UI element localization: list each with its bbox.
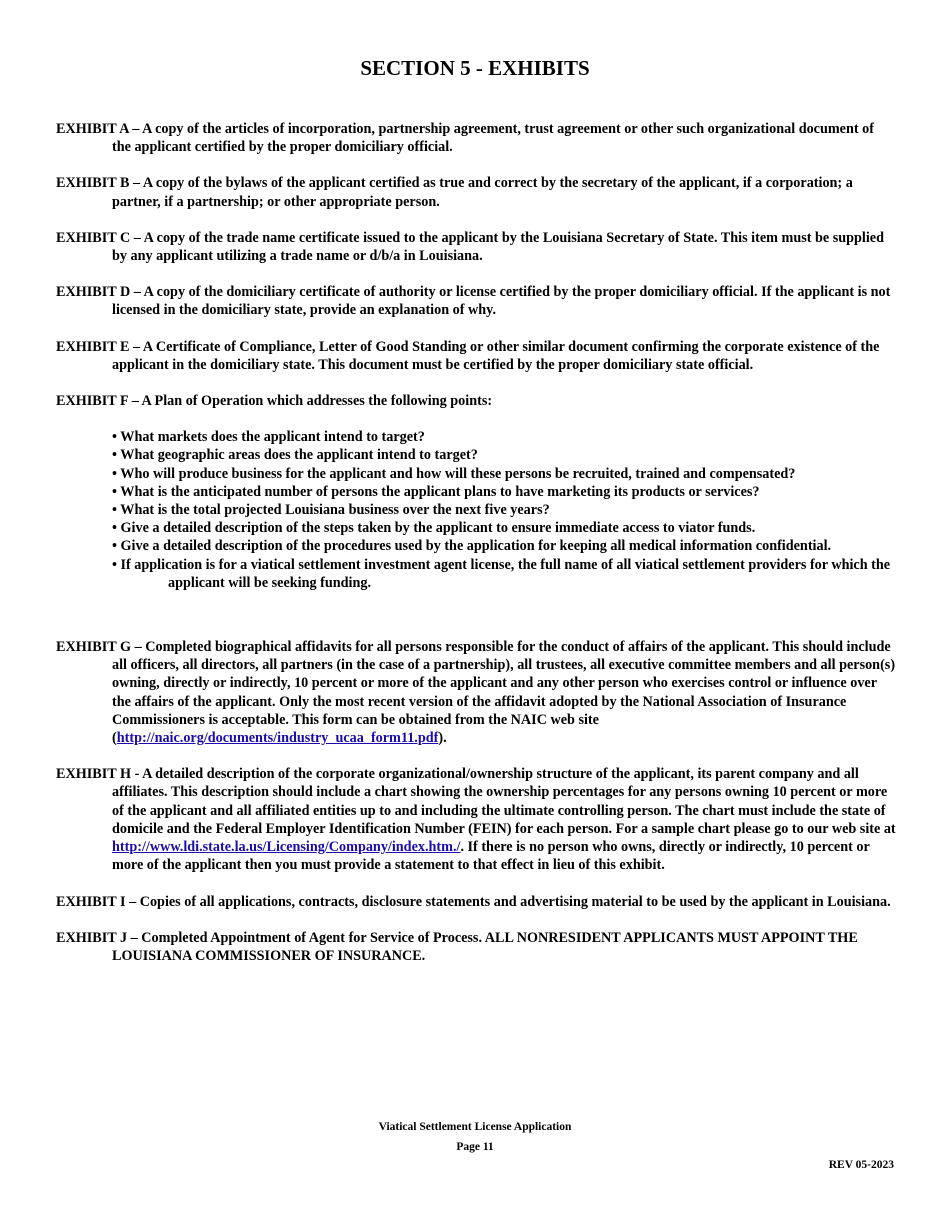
exhibit-j: EXHIBIT J – Completed Appointment of Agent for Service of Process. ALL NONRESIDENT APPLICANTS MUST APPOINT THE LOUISIANA COMMISSIONER OF INSURANCE. xyxy=(56,929,858,964)
exhibit-f-bullet: • What is the total projected Louisiana business over the next five years? xyxy=(112,502,550,519)
footer-form-name: Viatical Settlement License Application xyxy=(378,1121,572,1133)
exhibit-a: EXHIBIT A – A copy of the articles of incorporation, partnership agreement, trust agreement or other such organizational document of the applicant certified by the proper domiciliary official. xyxy=(56,121,874,156)
exhibit-f-bullet: • What markets does the applicant intend to target? xyxy=(112,429,425,446)
naic-form-link[interactable]: http://naic.org/documents/industry_ucaa_form11.pdf xyxy=(116,730,439,747)
exhibit-f-bullet-list xyxy=(56,428,896,592)
exhibit-f-intro: EXHIBIT F – A Plan of Operation which addresses the following points: xyxy=(56,393,493,410)
exhibit-g-text: EXHIBIT G – Completed biographical affidavits for all persons responsible for the conduct of affairs of the applicant. This should include all officers, all directors, all partners (in the case of a partnership), all trustees, all executive committee members and all person(s) owning, directly or indirectly, 10 percent or more of the applicant and any other person who exercises control or influence over the affairs of the applicant. Only the most recent version of the affidavit adopted by the National Association of Insurance Commissioners is acceptable. This form can be obtained from the NAIC web site ( xyxy=(56,639,896,747)
exhibit-d: EXHIBIT D – A copy of the domiciliary certificate of authority or license certified by the proper domiciliary official. If the applicant is not licensed in the domiciliary state, provide an explanation of why. xyxy=(56,284,891,319)
exhibit-f-bullet: • If application is for a viatical settlement investment agent license, the full name of all viatical settlement providers for which the applicant will be seeking funding. xyxy=(112,556,891,591)
exhibit-f-bullet: • Give a detailed description of the steps taken by the applicant to ensure immediate access to viator funds. xyxy=(112,520,756,537)
exhibit-h-end: . If there is no person who owns, directly or indirectly, 10 percent or more of the applicant then you must provide a statement to that effect in lieu of this exhibit. xyxy=(112,839,870,874)
exhibit-h-text: EXHIBIT H - A detailed description of the corporate organizational/ownership structure of the applicant, its parent company and all affiliates. This description should include a chart showing the ownership percentages for any persons owning 10 percent or more of the applicant and all affiliated entities up to and including the ultimate controlling person. The chart must include the state of domicile and the Federal Employer Identification Number (FEIN) for each person. For a sample chart please go to our web site at xyxy=(56,766,896,837)
exhibit-f-bullet: • What geographic areas does the applicant intend to target? xyxy=(112,447,478,464)
exhibit-f-bullet: • Who will produce business for the applicant and how will these persons be recruited, trained and compensated? xyxy=(112,465,796,482)
exhibit-f-bullet: • What is the anticipated number of persons the applicant plans to have marketing its products or services? xyxy=(112,483,760,500)
exhibit-b: EXHIBIT B – A copy of the bylaws of the applicant certified as true and correct by the secretary of the applicant, if a corporation; a partner, if a partnership; or other appropriate person. xyxy=(56,175,853,210)
exhibit-e: EXHIBIT E – A Certificate of Compliance, Letter of Good Standing or other similar document confirming the corporate existence of the applicant in the domiciliary state. This document must be certified by the proper domiciliary state official. xyxy=(56,338,880,373)
footer-revision: REV 05-2023 xyxy=(828,1159,894,1171)
exhibit-g-end: ). xyxy=(438,730,447,747)
exhibit-f-bullet: • Give a detailed description of the procedures used by the application for keeping all medical information confidential. xyxy=(112,538,832,555)
exhibit-h xyxy=(56,765,896,874)
exhibit-c: EXHIBIT C – A copy of the trade name certificate issued to the applicant by the Louisiana Secretary of State. This item must be supplied by any applicant utilizing a trade name or d/b/a in Louisiana. xyxy=(56,229,884,265)
ldi-website-link[interactable]: http://www.ldi.state.la.us/Licensing/Company/index.htm./ xyxy=(112,839,461,856)
footer-page-number: Page 11 xyxy=(456,1141,494,1153)
exhibits-list xyxy=(56,120,896,983)
exhibit-g xyxy=(56,638,896,747)
page-title: SECTION 5 - EXHIBITS xyxy=(360,56,590,80)
exhibit-i: EXHIBIT I – Copies of all applications, contracts, disclosure statements and advertising material to be used by the applicant in Louisiana. xyxy=(56,893,891,910)
